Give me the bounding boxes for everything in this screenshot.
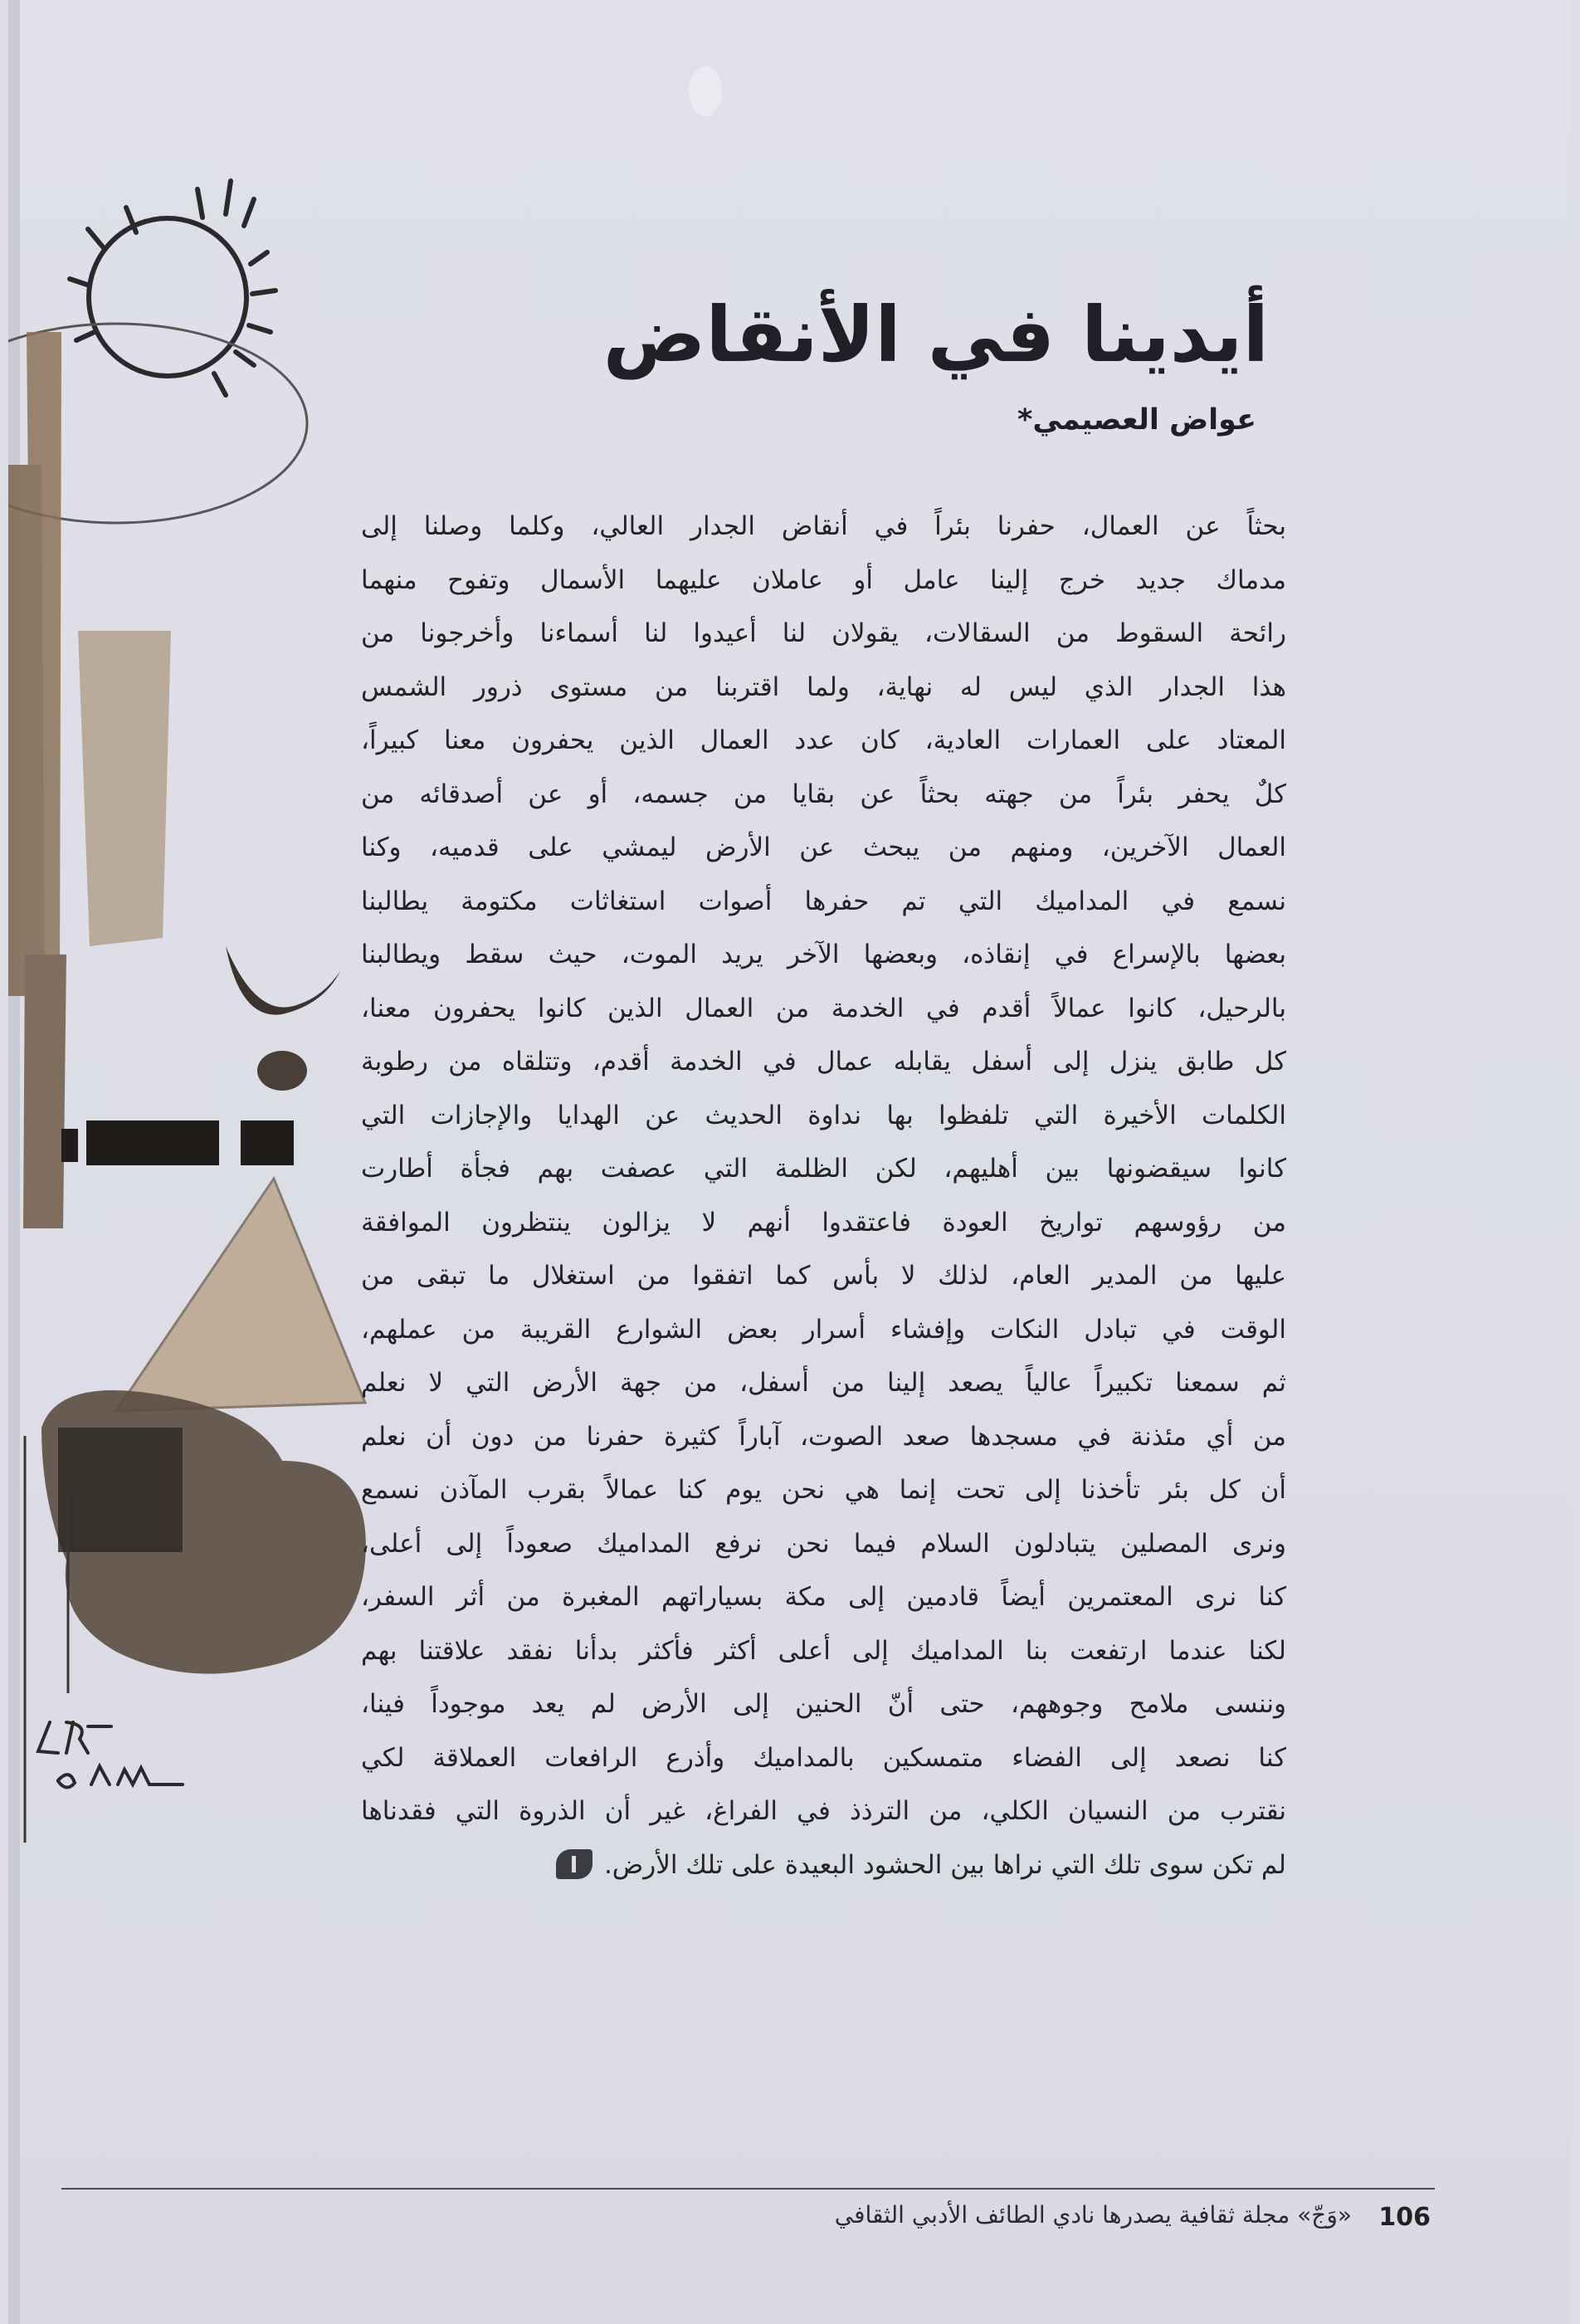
body-line: لكنا عندما ارتفعت بنا المداميك إلى أعلى أكثر فأكثر بدأنا نفقد علاقتنا بهم (361, 1635, 1286, 1666)
body-line: عليها من المدير العام، لذلك لا بأس كما اتفقوا من استغلال ما تبقى من (361, 1261, 1286, 1291)
body-line-last (361, 1838, 1286, 1892)
article-title: أيدينا في الأنقاض (602, 290, 1269, 379)
body-line: من أي مئذنة في مسجدها صعد الصوت، آباراً كثيرة حفرنا من دون أن نعلم (361, 1421, 1286, 1452)
end-mark-icon (556, 1849, 592, 1879)
body-line-text: لم تكن سوى تلك التي نراها بين الحشود البعيدة على تلك الأرض. (603, 1849, 1286, 1880)
body-line: من رؤوسهم تواريخ العودة فاعتقدوا أنهم لا يزالون ينتظرون الموافقة (361, 1207, 1286, 1238)
body-line: أن كل بئر تأخذنا إلى تحت إنما هي نحن يوم كنا عمالاً بقرب المآذن نسمع (361, 1475, 1286, 1505)
curved-eye-shape (226, 946, 340, 1015)
body-line: ثم سمعنا تكبيراً عالياً يصعد إلينا من أسفل، من جهة الأرض التي لا نعلم (361, 1368, 1286, 1398)
sun-drawing (70, 181, 276, 395)
body-line: كلٌ يحفر بئراً من جهته بحثاً عن بقايا من جسمه، أو عن أصدقائه من (361, 779, 1286, 809)
body-line: هذا الجدار الذي ليس له نهاية، ولما اقتربنا من مستوى ذرور الشمس (361, 671, 1286, 702)
article-author: عواض العصيمي* (1017, 403, 1256, 437)
footer-rule (61, 2188, 1435, 2190)
body-line: كانوا سيقضونها بين أهليهم، لكن الظلمة التي عصفت بهم فجأة أطارت (361, 1154, 1286, 1184)
body-line: بحثاً عن العمال، حفرنا بئراً في أنقاض الجدار العالي، وكلما وصلنا إلى (361, 511, 1286, 541)
article-body (361, 500, 1286, 1892)
body-line: ونرى المصلين يتبادلون السلام فيما نحن نرفع المداميك صعوداً إلى أعلى، (361, 1528, 1286, 1559)
body-line: كنا نرى المعتمرين أيضاً قادمين إلى مكة بسياراتهم المغبرة من أثر السفر، (361, 1582, 1286, 1612)
brown-strokes (8, 332, 171, 1228)
body-line: نقترب من النسيان الكلي، من الترذذ في الفراغ، غير أن الذروة التي فقدناها (361, 1796, 1286, 1826)
body-line: العمال الآخرين، ومنهم من يبحث عن الأرض ليمشي على قدميه، وكنا (361, 832, 1286, 862)
striped-blocks (61, 1120, 294, 1165)
paper-scuff (689, 66, 722, 116)
body-line: رائحة السقوط من السقالات، يقولان لنا أعيدوا لنا أسماءنا وأخرجونا من (361, 618, 1286, 648)
body-line: كنا نصعد إلى الفضاء متمسكين بالمداميك وأذرع الرافعات العملاقة لكي (361, 1742, 1286, 1773)
body-line: بعضها بالإسراع في إنقاذه، وبعضها الآخر يريد الموت، حيث سقط ويطالبنا (361, 940, 1286, 969)
handwriting-scribble (38, 1722, 183, 1788)
body-line: نسمع في المداميك التي تم حفرها أصوات استغاثات مكتومة يطالبنا (361, 886, 1286, 916)
body-line: كل طابق ينزل إلى أسفل يقابله عمال في الخدمة أقدم، وتتلقاه من رطوبة (361, 1047, 1286, 1077)
body-line: الكلمات الأخيرة التي تلفظوا بها نداوة الحديث عن الهدايا والإجازات التي (361, 1100, 1286, 1130)
footer-masthead: «وَجّ» مجلة ثقافية يصدرها نادي الطائف الأدبي الثقافي (834, 2201, 1352, 2229)
ink-blob (257, 1051, 307, 1091)
body-line: المعتاد على العمارات العادية، كان عدد العمال الذين يحفرون معنا كبيراً، (361, 725, 1286, 755)
magazine-page (8, 0, 1572, 2324)
dark-block (58, 1428, 183, 1552)
triangle-shape (116, 1179, 365, 1411)
body-line: الوقت في تبادل النكات وإفشاء أسرار بعض الشوارع القريبة من عملهم، (361, 1314, 1286, 1345)
body-line: وننسى ملامح وجوههم، حتى أنّ الحنين إلى الأرض لم يعد موجوداً فينا، (361, 1689, 1286, 1719)
page-number: 106 (1378, 2203, 1431, 2232)
body-line: بالرحيل، كانوا عمالاً أقدم في الخدمة من العمال الذين كانوا يحفرون معنا، (361, 993, 1286, 1023)
body-line: مدماك جديد خرج إلينا عامل أو عاملان عليهما الأسمال وتفوح منهما (361, 564, 1286, 595)
